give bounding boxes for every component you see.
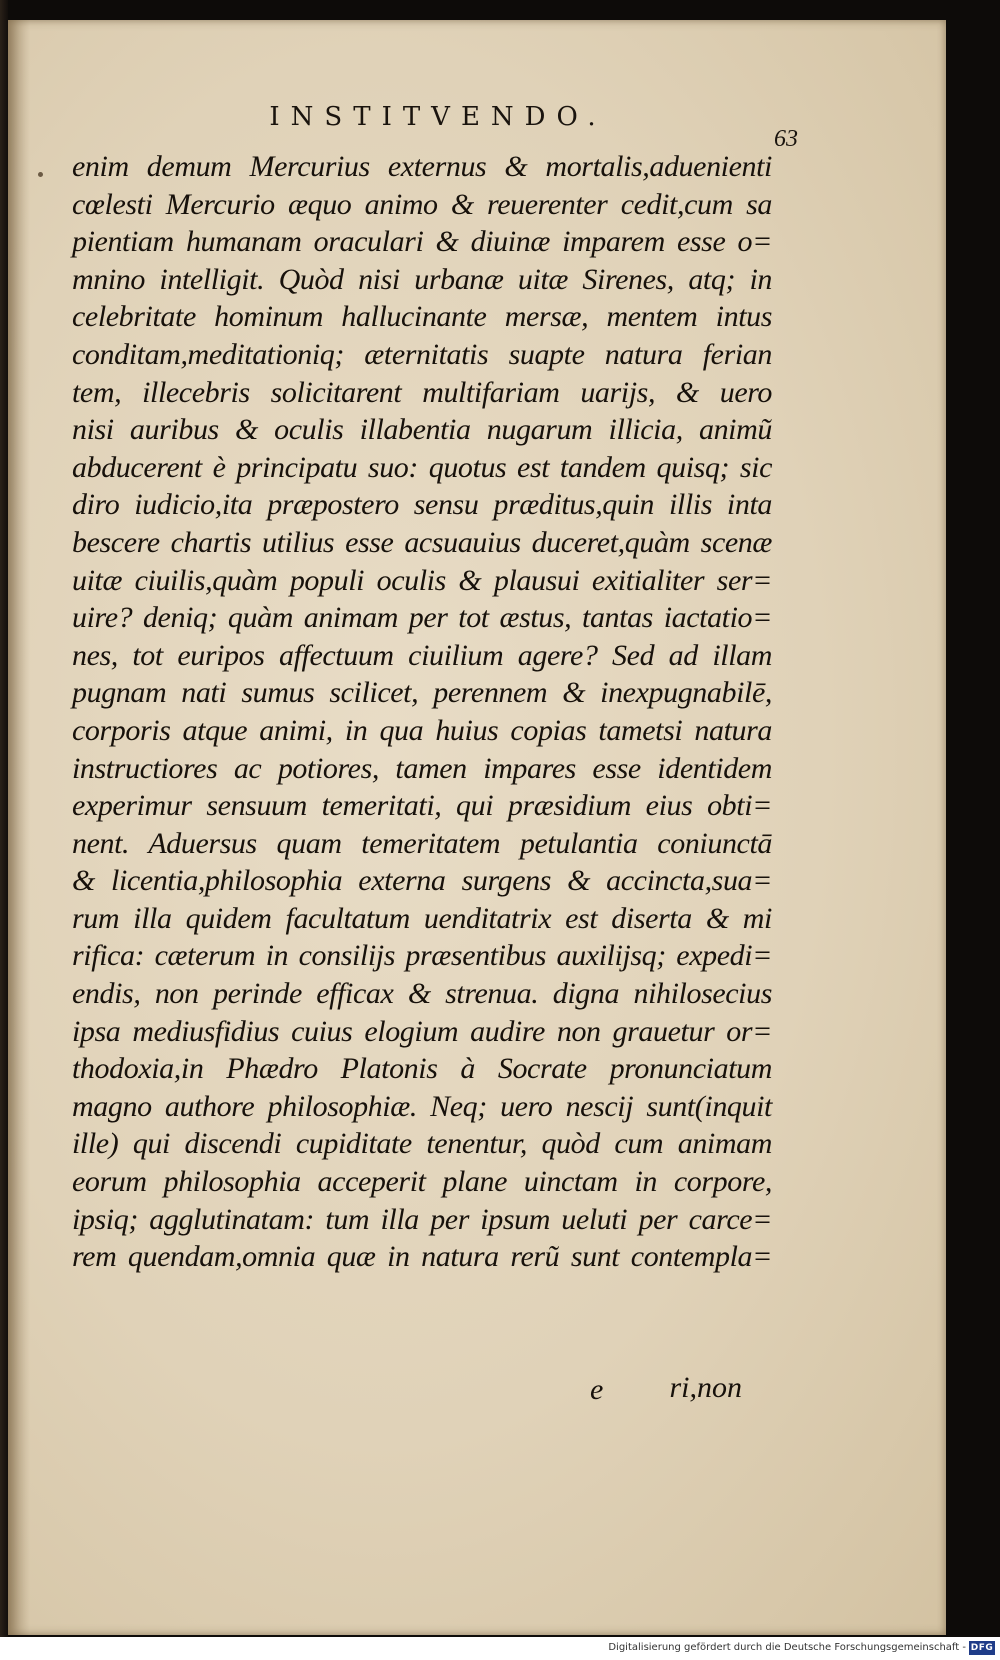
book-page (8, 20, 946, 1635)
running-head: INSTITVENDO. (269, 102, 607, 132)
catchword: ri,non (669, 1371, 742, 1404)
text-line: uitæ ciuilis,quàm populi oculis & plausui exitialiter ser= (72, 563, 772, 597)
text-line: endis, non perinde efficax & strenua. digna nihilosecius (72, 977, 772, 1011)
signature-mark: e (590, 1373, 604, 1406)
text-line: magno authore philosophiæ. Neq; uero nescij sunt(inquit (72, 1089, 772, 1123)
text-line: uire? deniq; quàm animam per tot æstus, tantas iactatio= (72, 601, 772, 635)
text-line: corporis atque animi, in qua huius copias tametsi natura (72, 713, 772, 747)
page-number: 63 (774, 126, 798, 152)
text-line: rifica: cæterum in consilijs præsentibus auxilijsq; expedi= (72, 939, 772, 973)
dfg-logo-icon: DFG (970, 1643, 994, 1653)
text-line: tem, illecebris solicitarent multifariam uarijs, & uero (72, 375, 772, 409)
text-line: instructiores ac potiores, tamen impares esse identidem (72, 751, 772, 785)
text-line: nent. Aduersus quam temeritatem petulantia coniunctā (72, 826, 772, 860)
text-line: bescere chartis utilius esse acsuauius duceret,quàm scenæ (72, 525, 772, 559)
text-line: & licentia,philosophia externa surgens & accincta,sua= (72, 864, 772, 898)
text-line: rem quendam,omnia quæ in natura rerũ sunt contempla= (72, 1240, 772, 1274)
text-line: experimur sensuum temeritati, qui præsidium eius obti= (72, 789, 772, 823)
text-line: ipsa mediusfidius cuius elogium audire non grauetur or= (72, 1014, 772, 1048)
text-line: eorum philosophia acceperit plane uinctam in corpore, (72, 1165, 772, 1199)
text-line: ille) qui discendi cupiditate tenentur, quòd cum animam (72, 1127, 772, 1161)
text-line: enim demum Mercurius externus & mortalis,aduenienti (72, 150, 772, 183)
text-line: ipsiq; agglutinatam: tum illa per ipsum ueluti per carce= (72, 1202, 772, 1236)
text-line: rum illa quidem facultatum uenditatrix est diserta & mi (72, 901, 772, 935)
text-line: cœlesti Mercurio æquo animo & reuerenter cedit,cum sa (72, 187, 772, 221)
text-line: thodoxia,in Phædro Platonis à Socrate pronunciatum (72, 1052, 772, 1086)
text-line: conditam,meditationiq; æternitatis suapte natura ferian (72, 337, 772, 371)
book-edge (0, 0, 8, 1660)
text-line: nes, tot euripos affectuum ciuilium agere? Sed ad illam (72, 638, 772, 672)
margin-mark (38, 172, 43, 177)
funding-credit: Digitalisierung gefördert durch die Deutsche Forschungsgemeinschaft - (608, 1642, 966, 1653)
text-line: pientiam humanam oraculari & diuinæ imparem esse o= (72, 225, 772, 259)
text-line: pugnam nati sumus scilicet, perennem & inexpugnabilē, (72, 676, 772, 710)
page-gutter-shadow (8, 20, 30, 1635)
text-line: abducerent è principatu suo: quotus est tandem quisq; sic (72, 450, 772, 484)
text-line: celebritate hominum hallucinante mersæ, mentem intus (72, 300, 772, 334)
text-block (72, 148, 772, 1276)
text-line: diro iudicio,ita præpostero sensu præditus,quin illis inta (72, 488, 772, 522)
text-line: nisi auribus & oculis illabentia nugarum illicia, animũ (72, 413, 772, 447)
text-line: mnino intelligit. Quòd nisi urbanæ uitæ Sirenes, atq; in (72, 262, 772, 296)
